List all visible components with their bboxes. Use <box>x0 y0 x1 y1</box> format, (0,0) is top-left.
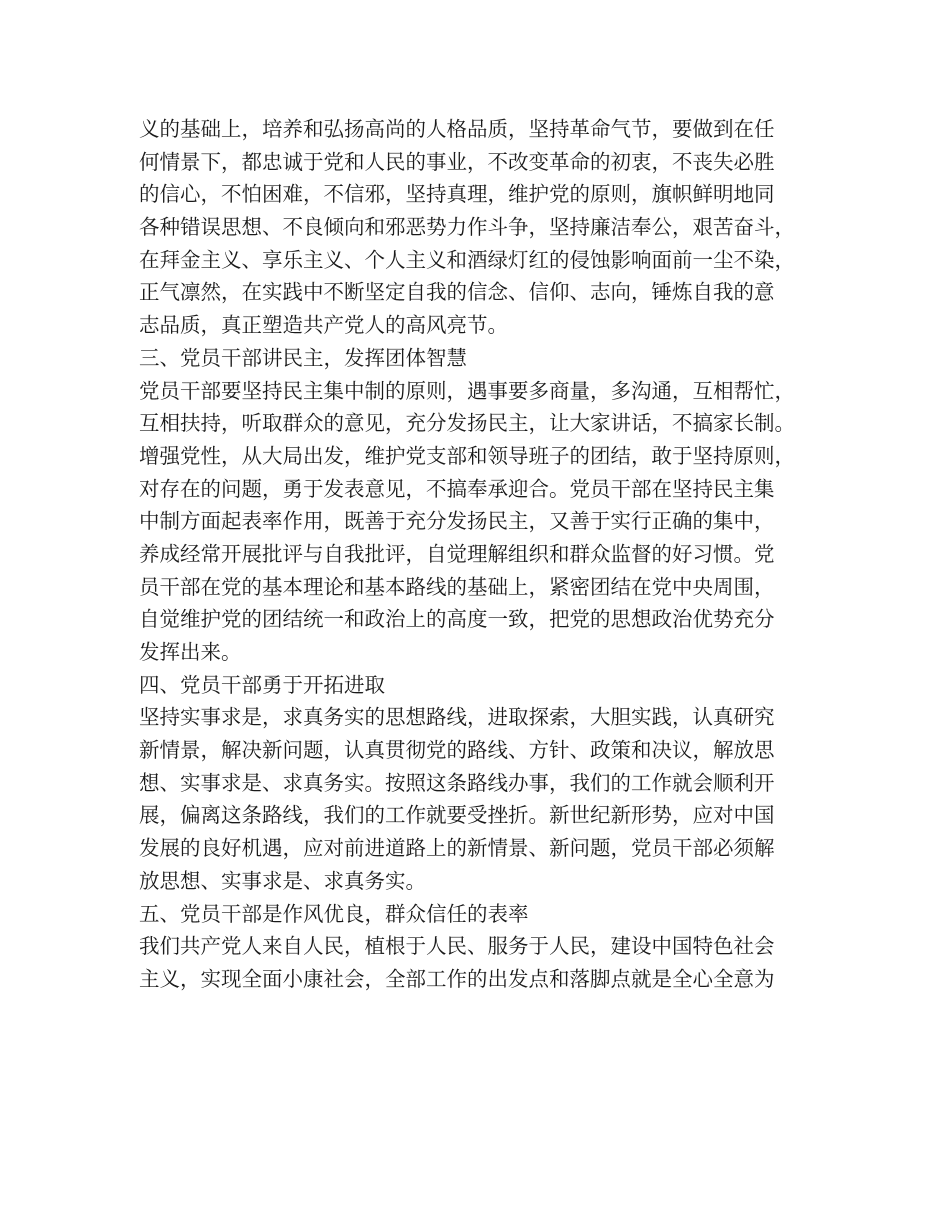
text-line: 在拜金主义、享乐主义、个人主义和酒绿灯红的侵蚀影响面前一尘不染， <box>139 247 795 272</box>
text-line: 坚持实事求是，求真务实的思想路线，进取探索，大胆实践，认真研究 <box>139 705 775 730</box>
text-line: 员干部在党的基本理论和基本路线的基础上，紧密团结在党中央周围， <box>139 574 775 599</box>
text-line: 互相扶持，听取群众的意见，充分发扬民主，让大家讲话，不搞家长制。 <box>139 411 795 436</box>
text-line: 中制方面起表率作用，既善于充分发扬民主，又善于实行正确的集中， <box>139 509 775 534</box>
text-line: 党员干部要坚持民主集中制的原则，遇事要多商量，多沟通，互相帮忙， <box>139 378 795 403</box>
text-line: 增强党性，从大局出发，维护党支部和领导班子的团结，敢于坚持原则， <box>139 443 795 468</box>
text-line: 自觉维护党的团结统一和政治上的高度一致，把党的思想政治优势充分 <box>139 607 775 632</box>
text-line: 养成经常开展批评与自我批评，自觉理解组织和群众监督的好习惯。党 <box>139 541 775 566</box>
text-line: 各种错误思想、不良倾向和邪恶势力作斗争，坚持廉洁奉公，艰苦奋斗， <box>139 215 795 240</box>
section-heading: 三、党员干部讲民主，发挥团体智慧 <box>139 345 467 370</box>
text-line: 发展的良好机遇，应对前进道路上的新情景、新问题，党员干部必须解 <box>139 836 775 861</box>
text-line: 新情景，解决新问题，认真贯彻党的路线、方针、政策和决议，解放思 <box>139 738 775 763</box>
text-line: 放思想、实事求是、求真务实。 <box>139 868 426 893</box>
section-heading: 五、党员干部是作风优良，群众信任的表率 <box>139 901 529 926</box>
text-line: 对存在的问题，勇于发表意见，不搞奉承迎合。党员干部在坚持民主集 <box>139 476 775 501</box>
document-page <box>139 113 819 996</box>
text-line: 想、实事求是、求真务实。按照这条路线办事，我们的工作就会顺利开 <box>139 770 775 795</box>
text-line: 主义，实现全面小康社会，全部工作的出发点和落脚点就是全心全意为 <box>139 966 775 991</box>
text-line: 的信心，不怕困难，不信邪，坚持真理，维护党的原则，旗帜鲜明地同 <box>139 182 775 207</box>
text-line: 展，偏离这条路线，我们的工作就要受挫折。新世纪新形势，应对中国 <box>139 803 775 828</box>
text-line: 发挥出来。 <box>139 640 242 664</box>
text-line: 正气凛然，在实践中不断坚定自我的信念、信仰、志向，锤炼自我的意 <box>139 280 775 305</box>
section-heading: 四、党员干部勇于开拓进取 <box>139 672 385 697</box>
text-line: 义的基础上，培养和弘扬高尚的人格品质，坚持革命气节，要做到在任 <box>139 117 775 141</box>
text-line: 何情景下，都忠诚于党和人民的事业，不改变革命的初衷，不丧失必胜 <box>139 149 775 174</box>
text-line: 志品质，真正塑造共产党人的高风亮节。 <box>139 313 508 338</box>
text-line: 我们共产党人来自人民，植根于人民、服务于人民，建设中国特色社会 <box>139 934 775 959</box>
